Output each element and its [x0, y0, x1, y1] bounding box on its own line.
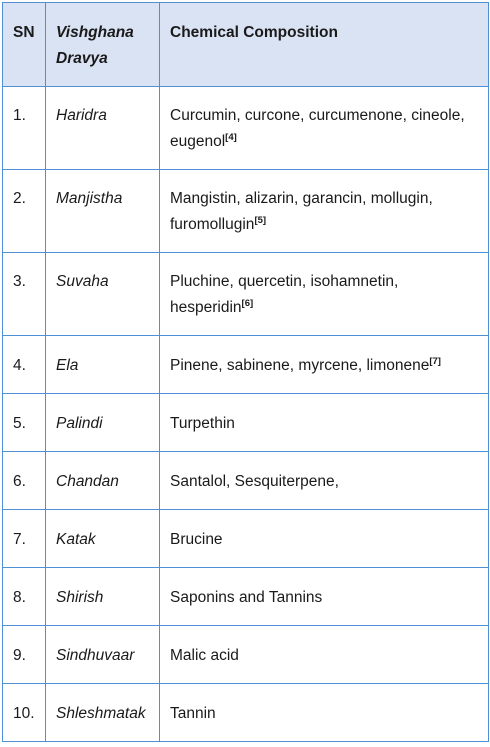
cell-sn: 3. [3, 253, 46, 336]
table-row [3, 336, 489, 394]
cell-composition [160, 452, 489, 510]
table-row [3, 684, 489, 742]
composition-table [2, 2, 489, 742]
reference-marker: [7] [429, 356, 441, 367]
composition-text: Pinene, sabinene, myrcene, limonene [170, 357, 430, 374]
cell-dravya: Katak [46, 510, 160, 568]
cell-sn: 6. [3, 452, 46, 510]
composition-text: Pluchine, quercetin, isohamnetin, hesperidin [170, 273, 399, 316]
table-row [3, 568, 489, 626]
composition-text: Mangistin, alizarin, garancin, mollugin, furomollugin [170, 190, 433, 233]
composition-text: Curcumin, curcone, curcumenone, cineole, eugenol [170, 107, 465, 150]
cell-dravya: Ela [46, 336, 160, 394]
cell-sn: 5. [3, 394, 46, 452]
cell-dravya: Chandan [46, 452, 160, 510]
cell-composition [160, 626, 489, 684]
composition-text: Saponins and Tannins [170, 589, 323, 606]
cell-composition [160, 510, 489, 568]
cell-sn: 4. [3, 336, 46, 394]
cell-sn: 10. [3, 684, 46, 742]
composition-text: Tannin [170, 705, 216, 722]
cell-composition [160, 87, 489, 170]
header-dravya: Vishghana Dravya [46, 3, 160, 87]
cell-sn: 2. [3, 170, 46, 253]
composition-text: Turpethin [170, 415, 235, 432]
reference-marker: [6] [241, 298, 254, 309]
table-row [3, 253, 489, 336]
header-sn: SN [3, 3, 46, 87]
composition-text: Brucine [170, 531, 223, 548]
table-row [3, 626, 489, 684]
cell-dravya: Manjistha [46, 170, 160, 253]
cell-dravya: Suvaha [46, 253, 160, 336]
cell-composition [160, 394, 489, 452]
cell-dravya: Haridra [46, 87, 160, 170]
table-row [3, 170, 489, 253]
cell-dravya: Shleshmatak [46, 684, 160, 742]
header-composition: Chemical Composition [160, 3, 489, 87]
reference-marker: [4] [225, 132, 237, 143]
table-header [3, 3, 489, 87]
table-row [3, 394, 489, 452]
composition-text: Malic acid [170, 647, 239, 664]
cell-composition [160, 253, 489, 336]
table-row [3, 87, 489, 170]
cell-composition [160, 170, 489, 253]
composition-text: Santalol, Sesquiterpene, [170, 473, 339, 490]
table-row [3, 510, 489, 568]
cell-sn: 8. [3, 568, 46, 626]
cell-composition [160, 336, 489, 394]
cell-composition [160, 684, 489, 742]
table-body [3, 87, 489, 742]
cell-dravya: Shirish [46, 568, 160, 626]
cell-dravya: Sindhuvaar [46, 626, 160, 684]
cell-sn: 1. [3, 87, 46, 170]
table-row [3, 452, 489, 510]
reference-marker: [5] [254, 215, 267, 226]
cell-sn: 7. [3, 510, 46, 568]
cell-sn: 9. [3, 626, 46, 684]
cell-dravya: Palindi [46, 394, 160, 452]
cell-composition [160, 568, 489, 626]
header-row [3, 3, 489, 87]
